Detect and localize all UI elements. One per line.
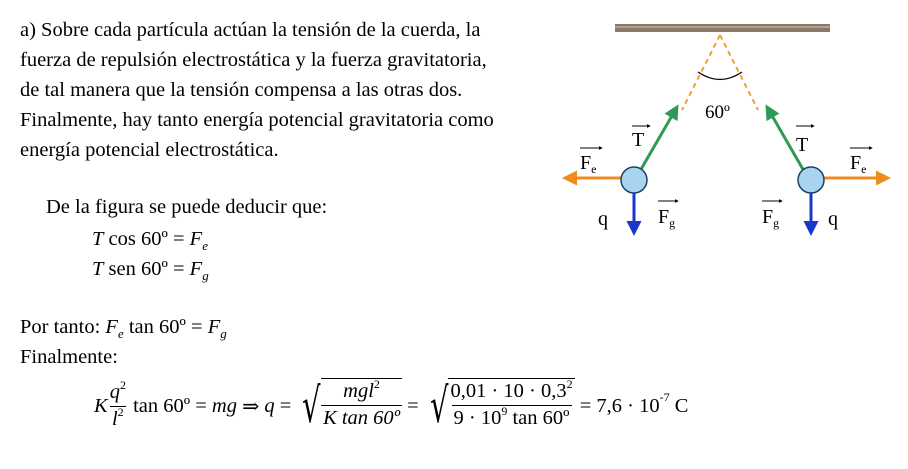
- intro-line: Finalmente, hay tanto energía potencial gravitatoria como: [20, 109, 494, 131]
- fe-sub: e: [861, 162, 867, 176]
- particle-left: [621, 167, 647, 193]
- angle-label: 60º: [705, 102, 730, 123]
- frac-den-sup: 9: [501, 404, 508, 418]
- string-left: [682, 35, 720, 110]
- equation-cos: [92, 228, 208, 251]
- frac-num: mgl: [343, 380, 374, 402]
- eq-var-f: F: [189, 258, 203, 280]
- intro-line: a) Sobre cada partícula actúan la tensión de la cuerda, la: [20, 19, 481, 41]
- frac-den: K tan 60º: [323, 407, 401, 429]
- eq-sub-g: g: [220, 326, 227, 341]
- fraction-numeric: [448, 379, 574, 432]
- radical-sign: √: [302, 378, 321, 434]
- final-equals: =: [274, 394, 297, 417]
- eq-var-t: T: [92, 228, 104, 250]
- fg-sub: g: [773, 216, 780, 230]
- final-k: K: [94, 394, 108, 417]
- fraction-q2-l2: [108, 377, 128, 433]
- final-equation: [94, 378, 688, 434]
- force-diagram: [560, 15, 900, 245]
- intro-line: fuerza de repulsión electrostática y la fuerza gravitatoria,: [20, 49, 487, 71]
- ceiling: [615, 24, 830, 32]
- frac-den-b: tan 60º: [507, 407, 570, 429]
- frac-den-sup: 2: [117, 404, 124, 419]
- intro-line: de tal manera que la tensión compensa a las otras dos.: [20, 79, 463, 101]
- fg-letter: F: [762, 206, 774, 228]
- final-tan: tan 60º =: [127, 394, 212, 417]
- final-q: q: [264, 394, 275, 417]
- fe-letter: F: [850, 152, 862, 174]
- eq-var-fg: F: [207, 316, 221, 338]
- eq-sub: e: [202, 238, 208, 253]
- particle-right: [798, 167, 824, 193]
- eq-mid: sen 60º =: [103, 258, 190, 280]
- fe-label-right: [850, 152, 866, 176]
- sqrt-numeric: [424, 378, 575, 434]
- fg-label-right: [762, 206, 779, 230]
- final-mg: mg: [211, 394, 237, 417]
- eq-mid: tan 60º =: [123, 316, 208, 338]
- fe-label-left: [580, 152, 596, 176]
- final-equals-2: =: [402, 394, 424, 417]
- finalmente-label: Finalmente:: [20, 346, 118, 368]
- equation-por-tanto: [20, 316, 227, 339]
- radical-sign: √: [429, 378, 449, 434]
- frac-num-sup: 2: [373, 377, 380, 391]
- frac-num: 0,01 · 10 · 0,3: [450, 380, 567, 402]
- tension-label-right: T: [796, 134, 809, 156]
- final-implies: ⇒: [236, 395, 265, 418]
- final-result-unit: C: [669, 394, 689, 417]
- eq-sub: g: [202, 268, 209, 283]
- tension-label-left: T: [632, 129, 645, 151]
- charge-label-left: q: [598, 208, 608, 230]
- fg-sub: g: [669, 216, 676, 230]
- frac-den-a: 9 · 10: [453, 407, 502, 429]
- final-result: = 7,6 · 10: [574, 394, 660, 417]
- eq-sub-e: e: [117, 326, 124, 341]
- frac-num: q: [109, 380, 120, 403]
- fe-letter: F: [580, 152, 592, 174]
- eq-var-t: T: [92, 258, 104, 280]
- frac-num-sup: 2: [566, 377, 573, 391]
- intro-paragraph: [20, 15, 580, 165]
- frac-den: l: [111, 407, 118, 430]
- final-result-sup: -7: [659, 389, 670, 404]
- fe-sub: e: [591, 162, 597, 176]
- equation-sen: [92, 258, 209, 281]
- fg-letter: F: [658, 206, 670, 228]
- frac-num-sup: 2: [119, 377, 126, 392]
- charge-label-right: q: [828, 208, 838, 230]
- sqrt-symbolic: [296, 378, 402, 434]
- angle-arc: [698, 72, 742, 80]
- por-tanto-label: Por tanto:: [20, 316, 106, 338]
- eq-mid: cos 60º =: [103, 228, 190, 250]
- eq-var-f: F: [189, 228, 203, 250]
- string-right: [720, 35, 758, 110]
- intro-line: energía potencial electrostática.: [20, 139, 279, 161]
- deduce-text: De la figura se puede deducir que:: [46, 196, 328, 218]
- fraction-mgl2: [321, 379, 402, 430]
- eq-var-fe: F: [105, 316, 118, 338]
- fg-label-left: [658, 206, 675, 230]
